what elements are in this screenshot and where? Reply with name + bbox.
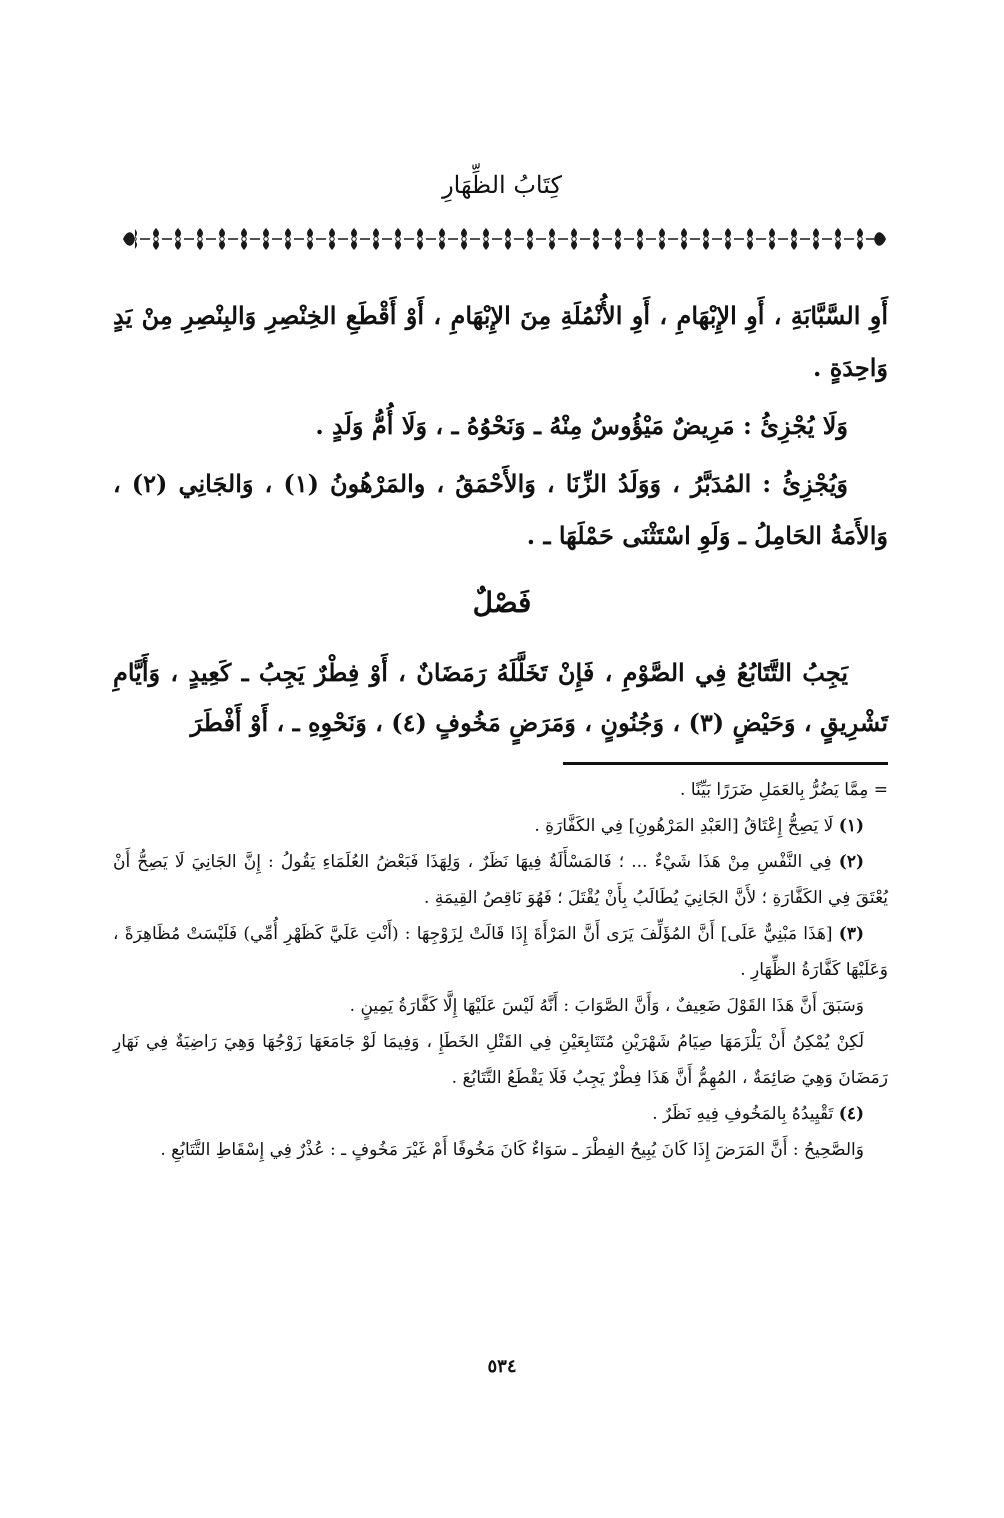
footnote-text: [هَذَا مَبْنِيٌّ عَلَى] أَنَّ المُؤَلِّفَ يَرَى أَنَّ المَرْأَةَ إِذَا قَالَتْ لِزَوْجِهَا : (أَنْتِ عَلَيَّ كَظَهْرِ أُمِّي) فَلَيْسَتْ مُظَاهِرَةً ، وَعَلَيْهَا كَفَّارَةُ الظِّهَارِ . [113, 924, 888, 980]
main-paragraph: وَيُجْزِئُ : المُدَبَّرُ ، وَوَلَدُ الزِّنَا ، وَالأَحْمَقُ ، والمَرْهُونُ (١) ، وَالجَانِي (٢) ، وَالأَمَةُ الحَامِلُ ـ وَلَوِ اسْتَثْنَى حَمْلَهَا ـ . [113, 469, 888, 550]
footnote-number: (٣) [838, 924, 864, 944]
footnote-text: فِي النَّفْسِ مِنْ هَذَا شَيْءٌ ... ؛ فَالمَسْأَلَةُ فِيهَا نَظَرٌ ، وَلِهَذَا فَبَعْضُ العُلَمَاءِ يَقُولُ : إِنَّ الجَانِيَ لَا يَصِحُّ أَنْ يُعْتَقَ فِي الكَفَّارَةِ ؛ لأَنَّ الجَانِيَ يُطَالَبُ بِأَنْ يُقْتَلَ ؛ فَهُوَ نَاقِصُ القِيمَةِ . [113, 852, 888, 908]
footnote-number: (٤) [838, 1104, 864, 1124]
main-text-section [113, 648, 888, 748]
footnote-number: (٢) [838, 852, 864, 872]
footnote-number: (١) [838, 816, 864, 836]
footnote-separator [563, 762, 888, 765]
footnote-4 [113, 1096, 888, 1132]
footnote-4-paragraph: وَالصَّحِيحُ : أَنَّ المَرَضَ إِذَا كَانَ يُبِيحُ الفِطْرَ ـ سَوَاءٌ كَانَ مَخُوفًا أَمْ غَيْرَ مَخُوفٍ ـ : عُذْرٌ فِي إِسْقَاطِ التَّتَابُعِ . [160, 1140, 864, 1160]
footnotes [113, 772, 888, 1168]
footnote-3-paragraph: وَسَبَقَ أَنَّ هَذَا القَوْلَ ضَعِيفٌ ، وَأَنَّ الصَّوَابَ : أَنَّهُ لَيْسَ عَلَيْهَا إِلَّا كَفَّارَةُ يَمِينٍ . [349, 996, 864, 1016]
main-text [113, 290, 888, 562]
footnote-3 [113, 916, 888, 988]
section-heading: فَصْلٌ [472, 586, 532, 619]
running-title: كِتَابُ الظِّهَارِ [442, 171, 562, 199]
main-paragraph: أَوِ السَّبَّابَةِ ، أَوِ الإِبْهَامِ ، أَوِ الأُنْمُلَةِ مِنَ الإِبْهَامِ ، أَوْ أَقْطَعِ الخِنْصِرِ وَالبِنْصِرِ مِنْ يَدٍ وَاحِدَةٍ . [113, 301, 888, 382]
main-paragraph: يَجِبُ التَّتَابُعُ فِي الصَّوْمِ ، فَإِنْ تَخَلَّلَهُ رَمَضَانٌ ، أَوْ فِطْرٌ يَجِبُ ـ كَعِيدٍ ، وَأَيَّامِ تَشْرِيقٍ ، وَحَيْضٍ (٣) ، وَجُنُونٍ ، وَمَرَضٍ مَخُوفٍ (٤) ، وَنَحْوِهِ ـ ، أَوْ أَفْطَرَ [113, 658, 888, 737]
ornamental-border [123, 226, 886, 252]
footnote-2 [113, 844, 888, 916]
main-paragraph: وَلَا يُجْزِئُ : مَرِيضٌ مَيْؤُوسٌ مِنْهُ ـ وَنَحْوُهُ ـ ، وَلَا أُمُّ وَلَدٍ . [315, 411, 848, 440]
footnote-text: لَا يَصِحُّ إِعْتَاقُ [العَبْدِ المَرْهُونِ] فِي الكَفَّارَةِ . [534, 816, 834, 836]
footnote-3-paragraph: لَكِنْ يُمْكِنُ أَنْ يَلْزَمَهَا صِيَامُ شَهْرَيْنِ مُتَتَابِعَيْنِ فِي القَتْلِ الخَطَإِ ، وَفِيمَا لَوْ جَامَعَهَا زَوْجُهَا وَهِيَ رَاضِيَةٌ فِي نَهَارِ رَمَضَانَ وَهِيَ صَائِمَةٌ ، المُهِمُّ أَنَّ هَذَا فِطْرٌ يَجِبُ فَلَا يَقْطَعُ التَّتَابُعَ . [113, 1032, 888, 1088]
footnote-1 [113, 808, 888, 844]
footnote-continuation: = مِمَّا يَضُرُّ بِالعَمَلِ ضَرَرًا بَيِّنًا . [680, 780, 888, 800]
page-number: ٥٣٤ [487, 1356, 517, 1377]
footnote-text: تَقْيِيدُهُ بِالمَخُوفِ فِيهِ نَظَرٌ . [652, 1104, 834, 1124]
